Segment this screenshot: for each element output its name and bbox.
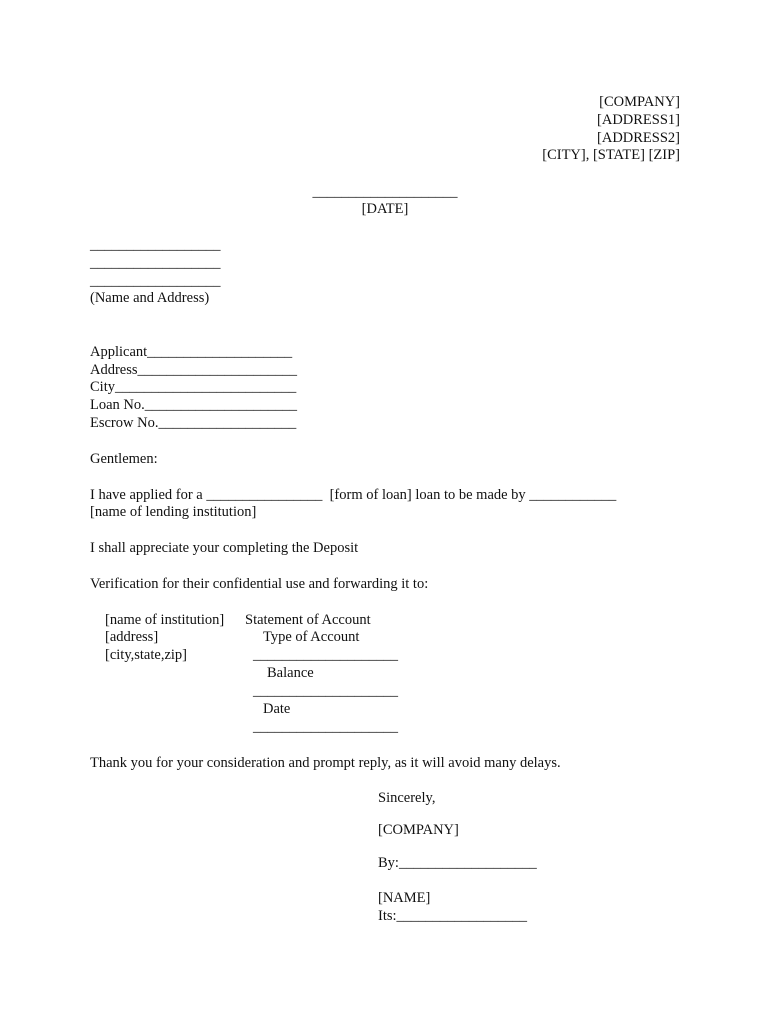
header-address1: [ADDRESS1] xyxy=(597,112,680,128)
institution-name: [name of institution] xyxy=(105,612,225,628)
header-city-state-zip: [CITY], [STATE] [ZIP] xyxy=(542,147,680,163)
account-date-label: Date xyxy=(263,701,291,717)
body-paragraph-1-line-1: I have applied for a ________________ [form of loan] loan to be made by ____________ xyxy=(90,487,617,503)
account-balance-label: Balance xyxy=(267,665,314,681)
recipient-caption: (Name and Address) xyxy=(90,290,210,306)
address-field: Address______________________ xyxy=(90,362,298,378)
institution-address: [address] xyxy=(105,629,159,645)
account-line-2: ____________________ xyxy=(253,683,398,699)
closing-thanks: Thank you for your consideration and prompt reply, as it will avoid many delays. xyxy=(90,755,561,771)
closing-its-line: Its:__________________ xyxy=(378,908,528,924)
account-line-3: ____________________ xyxy=(253,719,398,735)
body-paragraph-2: I shall appreciate your completing the Deposit xyxy=(90,540,359,556)
loan-no-field: Loan No._____________________ xyxy=(90,397,298,413)
header-company: [COMPANY] xyxy=(599,94,680,110)
applicant-field: Applicant____________________ xyxy=(90,344,293,360)
recipient-line-2: __________________ xyxy=(90,255,221,271)
date-line: ____________________ xyxy=(312,184,458,200)
date-label: [DATE] xyxy=(361,201,409,217)
recipient-line-3: __________________ xyxy=(90,273,221,289)
header-address2: [ADDRESS2] xyxy=(597,130,680,146)
escrow-no-field: Escrow No.___________________ xyxy=(90,415,297,431)
account-line-1: ____________________ xyxy=(253,647,398,663)
account-statement-label: Statement of Account xyxy=(245,612,371,628)
recipient-line-1: __________________ xyxy=(90,237,221,253)
salutation: Gentlemen: xyxy=(90,451,158,467)
closing-company: [COMPANY] xyxy=(378,822,459,838)
closing-sincerely: Sincerely, xyxy=(378,790,436,806)
closing-by-line: By:___________________ xyxy=(378,855,537,871)
body-paragraph-1-line-2: [name of lending institution] xyxy=(90,504,257,520)
institution-city: [city,state,zip] xyxy=(105,647,187,663)
closing-name: [NAME] xyxy=(378,890,431,906)
city-field: City_________________________ xyxy=(90,379,297,395)
account-type-label: Type of Account xyxy=(263,629,360,645)
body-paragraph-3: Verification for their confidential use and forwarding it to: xyxy=(90,576,429,592)
